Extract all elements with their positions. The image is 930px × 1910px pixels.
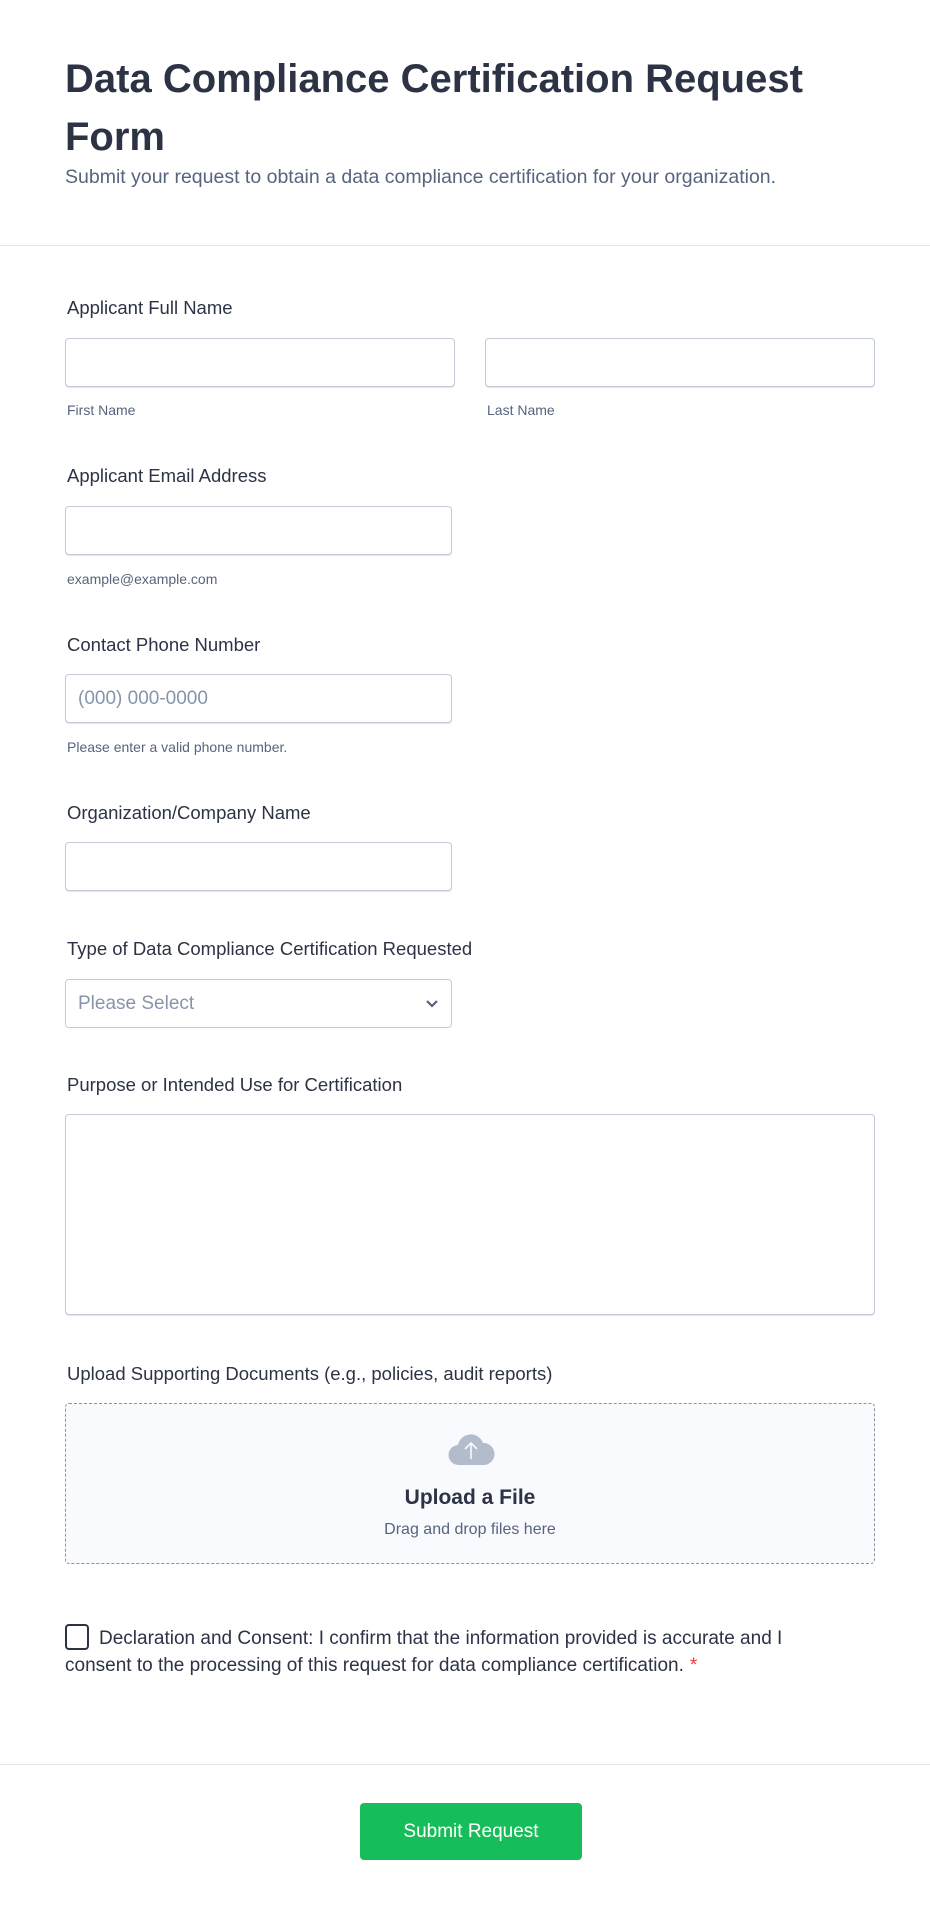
email-sublabel: example@example.com <box>67 571 218 587</box>
submit-button[interactable]: Submit Request <box>360 1803 582 1860</box>
chevron-down-icon <box>425 999 439 1009</box>
cert-type-selected: Please Select <box>78 992 195 1014</box>
cert-type-label: Type of Data Compliance Certification Requested <box>67 938 473 959</box>
phone-input[interactable] <box>65 674 452 723</box>
consent-checkbox[interactable] <box>65 1624 89 1650</box>
phone-label: Contact Phone Number <box>67 634 261 655</box>
organization-input[interactable] <box>65 842 452 891</box>
footer-divider <box>0 1764 930 1765</box>
upload-label: Upload Supporting Documents (e.g., policies, audit reports) <box>67 1363 553 1384</box>
cert-type-select[interactable] <box>65 979 452 1028</box>
file-upload-dropzone[interactable] <box>65 1403 875 1564</box>
last-name-input[interactable] <box>485 338 875 387</box>
first-name-input[interactable] <box>65 338 455 387</box>
cloud-upload-icon <box>447 1432 495 1466</box>
required-mark: * <box>689 1655 698 1676</box>
full-name-label: Applicant Full Name <box>67 297 233 318</box>
organization-label: Organization/Company Name <box>67 802 311 823</box>
email-label: Applicant Email Address <box>67 465 267 486</box>
email-input[interactable] <box>65 506 452 555</box>
header-divider <box>0 245 930 246</box>
phone-sublabel: Please enter a valid phone number. <box>67 739 288 755</box>
upload-title: Upload a File <box>404 1486 536 1509</box>
purpose-label: Purpose or Intended Use for Certification <box>67 1074 403 1095</box>
upload-subtitle: Drag and drop files here <box>384 1521 556 1538</box>
consent-label: Declaration and Consent: I confirm that the information provided is accurate and I consent to the processing of this request for data compliance certification. <box>65 1628 783 1676</box>
first-name-sublabel: First Name <box>67 402 136 418</box>
consent-field <box>65 1624 825 1679</box>
purpose-textarea[interactable] <box>65 1114 875 1315</box>
page-title: Data Compliance Certification Request Form <box>65 57 803 159</box>
page-subtitle: Submit your request to obtain a data compliance certification for your organization. <box>65 166 777 188</box>
last-name-sublabel: Last Name <box>487 402 555 418</box>
